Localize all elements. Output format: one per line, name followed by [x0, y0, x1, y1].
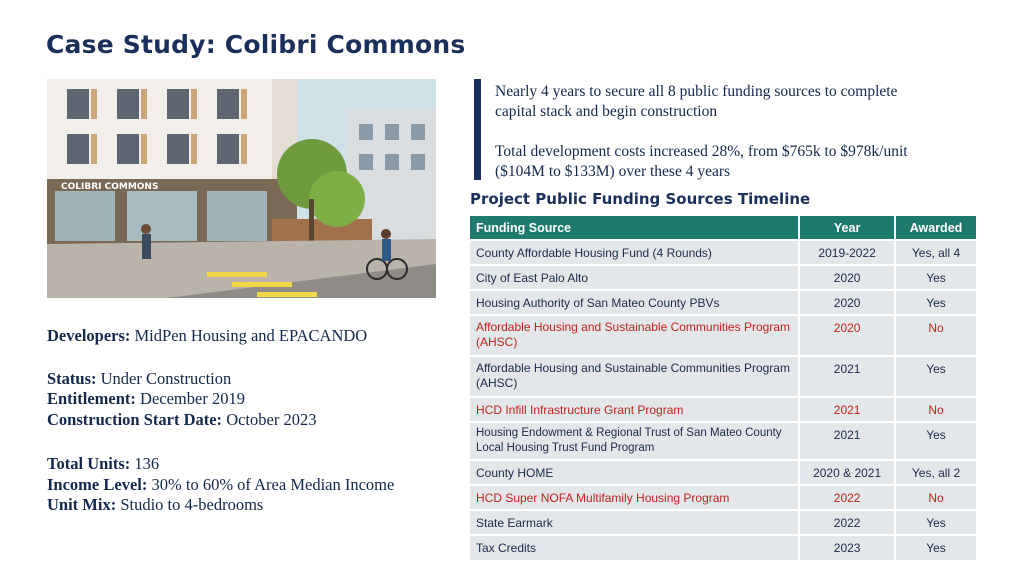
cell-year: 2020 & 2021 [813, 466, 882, 480]
cell-source: Housing Authority of San Mateo County PBVs [476, 296, 720, 310]
table-header-row [470, 216, 977, 240]
table-row [470, 290, 977, 315]
cell-source: City of East Palo Alto [476, 271, 589, 285]
cell-source: Tax Credits [476, 541, 537, 555]
table-row [470, 356, 977, 397]
construction-start-line: Construction Start Date: October 2023 [47, 410, 317, 429]
cell-source: HCD Super NOFA Multifamily Housing Program [476, 491, 730, 505]
cell-year: 2021 [833, 403, 861, 417]
cell-source: HCD Infill Infrastructure Grant Program [476, 403, 684, 417]
cell-year: 2020 [833, 296, 861, 310]
quote-accent-bar [474, 79, 481, 180]
cell-year: 2019-2022 [818, 246, 876, 260]
cell-year: 2022 [833, 516, 861, 530]
cell-awarded: Yes, all 4 [911, 246, 961, 260]
cell-awarded: No [928, 403, 944, 417]
total-units-line: Total Units: 136 [47, 454, 160, 473]
status-line: Status: Under Construction [47, 369, 232, 388]
income-level-line: Income Level: 30% to 60% of Area Median Income [47, 475, 395, 494]
cell-source: Housing Endowment & Regional Trust of San Mateo County Local Housing Trust Fund Program [476, 427, 782, 454]
cell-year: 2021 [833, 362, 861, 376]
table-title: Project Public Funding Sources Timeline [470, 190, 811, 208]
table-row [470, 485, 977, 510]
cell-awarded: Yes [926, 516, 946, 530]
table-row [470, 397, 977, 422]
cell-year: 2020 [833, 321, 861, 335]
table-row [470, 240, 977, 265]
cell-awarded: Yes [926, 428, 946, 442]
cell-year: 2022 [833, 491, 861, 505]
cell-source: Affordable Housing and Sustainable Communities Program (AHSC) [476, 320, 790, 349]
cell-awarded: Yes, all 2 [911, 466, 961, 480]
table-row [470, 510, 977, 535]
cell-year: 2021 [833, 428, 861, 442]
cell-source: Affordable Housing and Sustainable Communities Program (AHSC) [476, 361, 790, 390]
unit-mix-line: Unit Mix: Studio to 4-bedrooms [47, 495, 264, 514]
cell-source: State Earmark [476, 516, 553, 530]
cell-year: 2023 [833, 541, 861, 555]
developers-line: Developers: MidPen Housing and EPACANDO [47, 326, 368, 345]
cell-awarded: Yes [926, 541, 946, 555]
cell-year: 2020 [833, 271, 861, 285]
quote-paragraph-1: Nearly 4 years to secure all 8 public funding sources to complete capital stack and begin construction [495, 83, 898, 120]
cell-awarded: No [928, 491, 944, 505]
funding-sources-table [470, 216, 978, 560]
cell-source: County HOME [476, 466, 554, 480]
cell-awarded: No [928, 321, 944, 335]
header-awarded: Awarded [895, 216, 977, 240]
table-row [470, 422, 977, 460]
header-year: Year [799, 216, 895, 240]
cell-awarded: Yes [926, 271, 946, 285]
table-row [470, 460, 977, 485]
svg-text:COLIBRI COMMONS: COLIBRI COMMONS [61, 182, 159, 192]
cell-source: County Affordable Housing Fund (4 Rounds) [476, 246, 712, 260]
table-row [470, 535, 977, 560]
page-title: Case Study: Colibri Commons [46, 30, 466, 59]
building-rendering-image [47, 79, 436, 298]
table-row [470, 315, 977, 356]
table-row [470, 265, 977, 290]
quote-paragraph-2: Total development costs increased 28%, from $765k to $978k/unit ($104M to $133M) over these 4 years [495, 143, 908, 180]
header-funding-source: Funding Source [470, 216, 799, 240]
cell-awarded: Yes [926, 296, 946, 310]
entitlement-line: Entitlement: December 2019 [47, 389, 245, 408]
cell-awarded: Yes [926, 362, 946, 376]
